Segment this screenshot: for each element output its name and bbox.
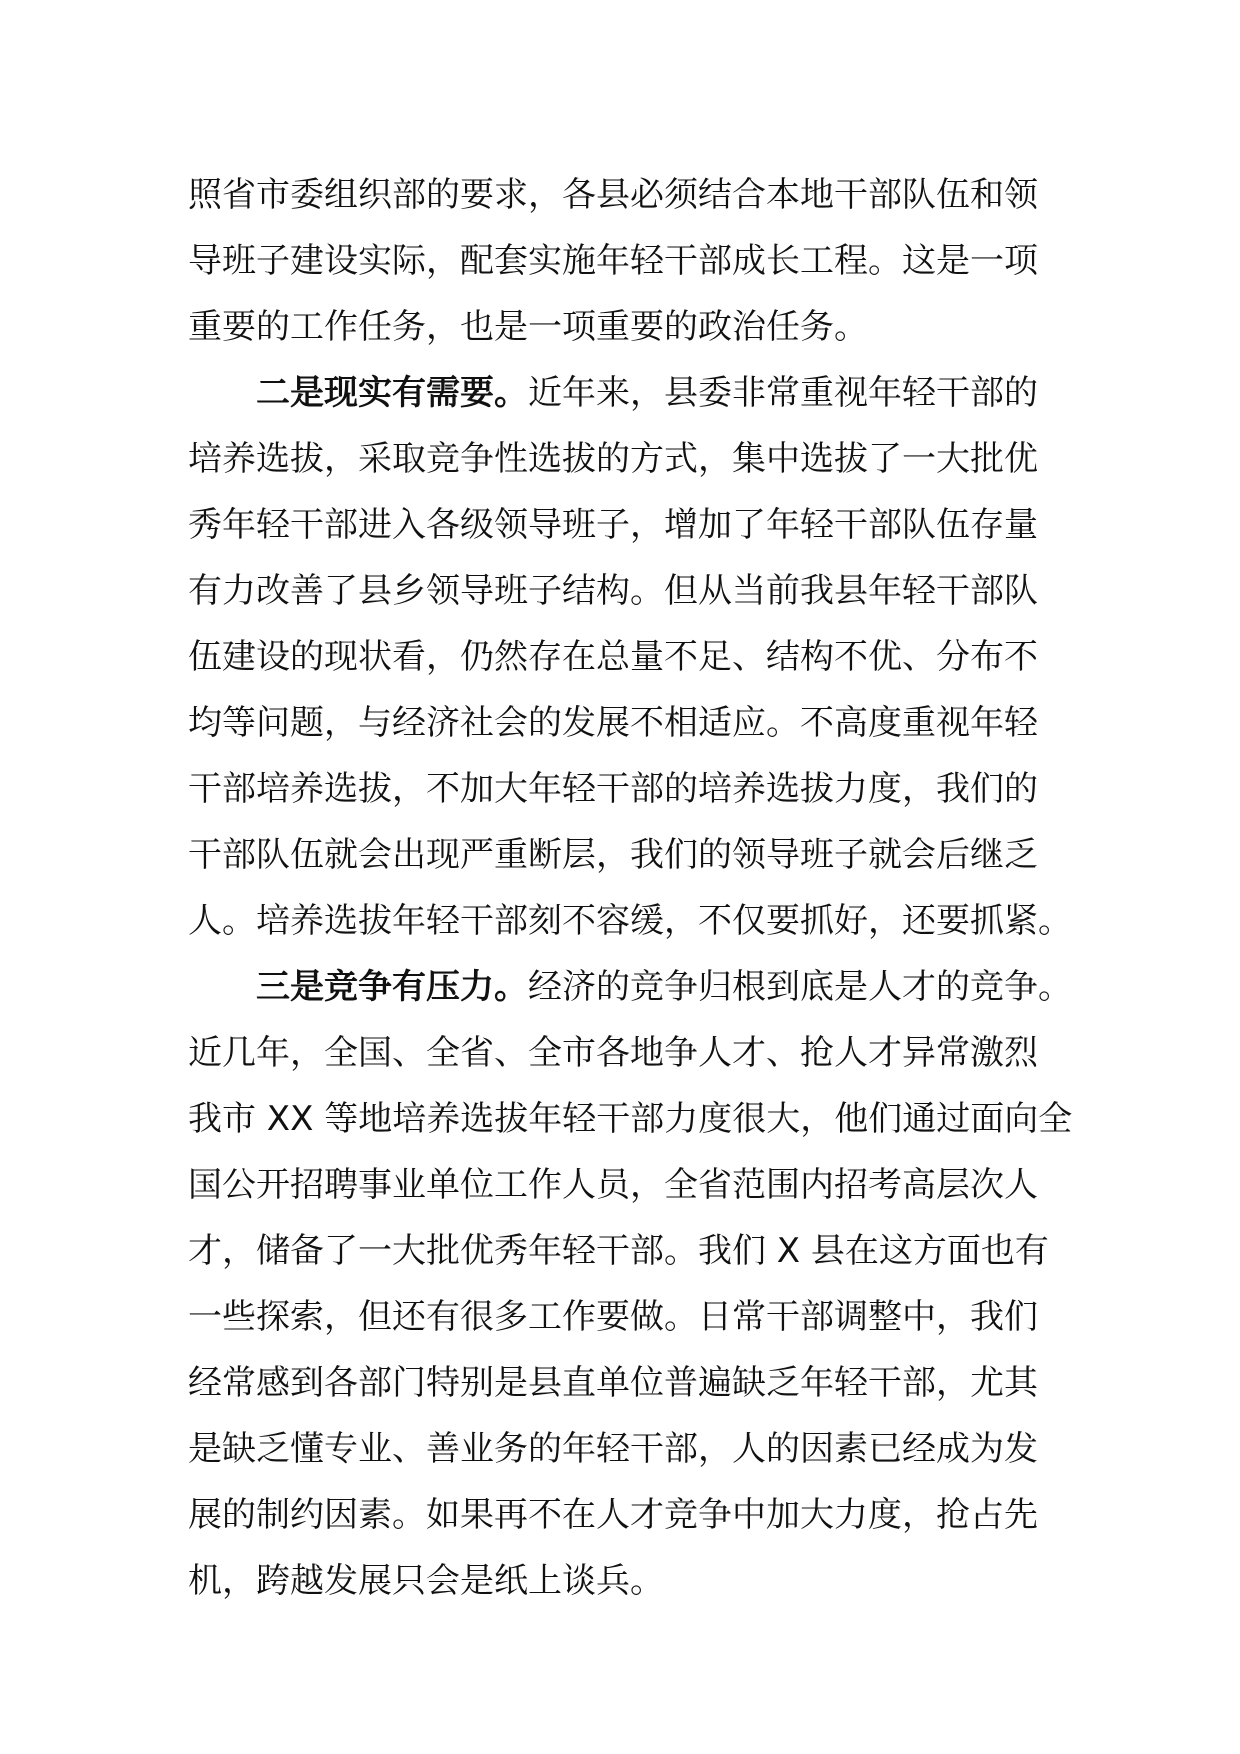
text-line: 展的制约因素。如果再不在人才竞争中加大力度，抢占先	[188, 1495, 1038, 1535]
text-line: 干部队伍就会出现严重断层，我们的领导班子就会后继乏	[188, 835, 1038, 875]
paragraph-heading: 二是现实有需要。	[256, 373, 528, 413]
text-line: 是缺乏懂专业、善业务的年轻干部，人的因素已经成为发	[188, 1429, 1038, 1469]
text-line: 导班子建设实际，配套实施年轻干部成长工程。这是一项	[188, 241, 1038, 281]
text-line: 干部培养选拔，不加大年轻干部的培养选拔力度，我们的	[188, 769, 1038, 809]
text-line: 人。培养选拔年轻干部刻不容缓，不仅要抓好，还要抓紧。	[188, 901, 1072, 941]
text-line: 培养选拔，采取竞争性选拔的方式，集中选拔了一大批优	[188, 439, 1038, 479]
text-line: 均等问题，与经济社会的发展不相适应。不高度重视年轻	[188, 703, 1038, 743]
text-line: 经常感到各部门特别是县直单位普遍缺乏年轻干部，尤其	[188, 1363, 1038, 1403]
text-line: 秀年轻干部进入各级领导班子，增加了年轻干部队伍存量	[188, 505, 1038, 545]
text-line: 才，储备了一大批优秀年轻干部。我们 X 县在这方面也有	[188, 1231, 1049, 1271]
text-line: 国公开招聘事业单位工作人员，全省范围内招考高层次人	[188, 1165, 1038, 1205]
paragraph-first-line	[188, 954, 1072, 1020]
text-line: 近几年，全国、全省、全市各地争人才、抢人才异常激烈	[188, 1033, 1038, 1073]
text-line: 照省市委组织部的要求，各县必须结合本地干部队伍和领	[188, 175, 1038, 215]
document-body	[188, 162, 1073, 1614]
text-span: 近年来，县委非常重视年轻干部的	[528, 373, 1038, 413]
text-line: 重要的工作任务，也是一项重要的政治任务。	[188, 307, 868, 347]
paragraph-heading: 三是竞争有压力。	[256, 967, 528, 1007]
text-line: 有力改善了县乡领导班子结构。但从当前我县年轻干部队	[188, 571, 1038, 611]
text-span: 经济的竞争归根到底是人才的竞争。	[528, 967, 1072, 1007]
paragraph-first-line	[188, 360, 1068, 426]
text-line: 伍建设的现状看，仍然存在总量不足、结构不优、分布不	[188, 637, 1038, 677]
text-line: 我市 XX 等地培养选拔年轻干部力度很大，他们通过面向全	[188, 1099, 1073, 1139]
text-line: 机，跨越发展只会是纸上谈兵。	[188, 1561, 664, 1601]
text-line: 一些探索，但还有很多工作要做。日常干部调整中，我们	[188, 1297, 1038, 1337]
